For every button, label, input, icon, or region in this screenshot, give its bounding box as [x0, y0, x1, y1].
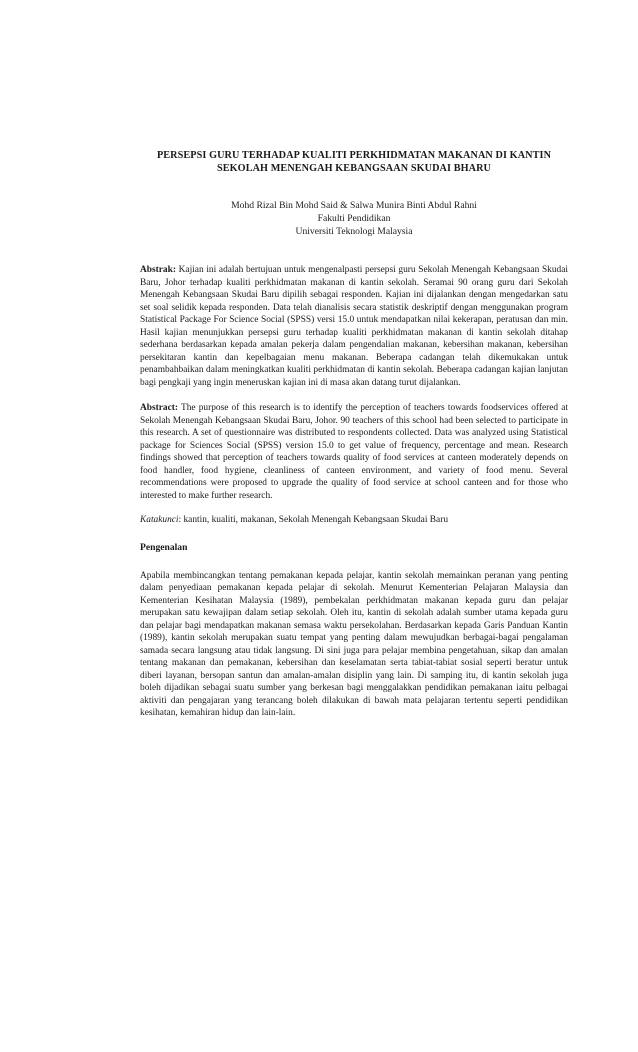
- author-university: Universiti Teknologi Malaysia: [295, 226, 413, 237]
- abstract-malay: [140, 264, 568, 389]
- abstract-malay-label: Abstrak:: [140, 265, 176, 275]
- section-heading: Pengenalan: [140, 541, 188, 553]
- abstract-english-label: Abstract:: [140, 403, 179, 413]
- author-names: Mohd Rizal Bin Mohd Said & Salwa Munira Binti Abdul Rahni: [231, 200, 477, 211]
- author-block: [140, 199, 568, 238]
- paper-title: [140, 149, 568, 175]
- keywords-text: : kantin, kualiti, makanan, Sekolah Menengah Kebangsaan Skudai Baru: [178, 515, 449, 525]
- document-page: [0, 149, 638, 1052]
- abstract-english-text: The purpose of this research is to identify the perception of teachers towards foodservices offered at Sekolah Menengah Kebangsaan Skudai Baru, Johor. 90 teachers of this school had been selected to participate in this research. A set of questionnaire was distributed to respondents collected. Data was analyzed using Statistical package for Sciences Social (SPSS) version 15.0 to get value of frequency, percentage and mean. Research findings showed that perception of teachers towards quality of food services at canteen moderately depends on food handler, food hygiene, cleanliness of canteen environment, and variety of food menu. Several recommendations were proposed to upgrade the quality of food service at school canteen and for those who interested to make further research.: [140, 403, 568, 501]
- title-line-2: SEKOLAH MENENGAH KEBANGSAAN SKUDAI BHARU: [216, 163, 491, 174]
- author-faculty: Fakulti Pendidikan: [317, 213, 391, 224]
- title-line-1: PERSEPSI GURU TERHADAP KUALITI PERKHIDMATAN MAKANAN DI KANTIN: [156, 150, 552, 161]
- section-body: Apabila membincangkan tentang pemakanan kepada pelajar, kantin sekolah memainkan peranan yang penting dalam penyediaan pemakanan kepada pelajar di sekolah. Menurut Kementerian Pelajaran Malaysia dan Kementerian Kesihatan Malaysia (1989), pembekalan perkhidmatan makanan kepada guru dan pelajar merupakan satu kewajipan dalam setiap sekolah. Oleh itu, kantin di sekolah adalah sumber utama kepada guru dan pelajar bagi mendapatkan makanan semasa waktu persekolahan. Berdasarkan kepada Garis Panduan Kantin (1989), kantin sekolah merupakan suatu tempat yang penting dalam mewujudkan berbagai-bagai pengalaman samada secara langsung atau tidak langsung. Di sini juga para pelajar membina pengetahuan, sikap dan amalan tentang makanan dan pemakanan, kebersihan dan keselamatan serta tabiat-tabiat sosial seperti beratur untuk diberi layanan, bersopan santun dan amalan-amalan disiplin yang lain. Di samping itu, di kantin sekolah juga boleh dijadikan sebagai suatu sumber yang berkesan bagi menggalakkan pendidikan pemakanan iaitu pelbagai aktiviti dan pengajaran yang terancang boleh dilakukan di bawah mata pelajaran tertentu seperti pendidikan kesihatan, kemahiran hidup dan lain-lain.: [140, 570, 568, 718]
- keywords: [140, 514, 568, 527]
- abstract-malay-text: Kajian ini adalah bertujuan untuk mengenalpasti persepsi guru Sekolah Menengah Kebangsaan Skudai Baru, Johor terhadap kualiti perkhidmatan makanan di kantin sekolah. Seramai 90 orang guru dari Sekolah Menengah Kebangsaan Skudai Baru dipilih sebagai responden. Kajian ini dijalankan dengan mengedarkan satu set soal selidik kepada responden. Data telah dianalisis secara statistik deskriptif dengan menggunakan program Statistical Package For Science Social (SPSS) versi 15.0 untuk mendapatkan nilai kekerapan, peratusan dan min. Hasil kajian menunjukkan persepsi guru terhadap kualiti perkhidmatan makanan di kantin sekolah ditahap sederhana berdasarkan kepada amalan pekerja dalam pengendalian makanan, kebersihan makanan, kebersihan persekitaran kantin dan kepelbagaian menu makanan. Beberapa cadangan telah dikemukakan untuk penambahbaikan dalam meningkatkan kualiti perkhidmatan di kantin sekolah. Beberapa cadangan kajian lanjutan bagi pengkaji yang ingin meneruskan kajian ini di masa akan datang turut dijalankan.: [140, 265, 568, 388]
- abstract-english: [140, 402, 568, 502]
- keywords-label: Katakunci: [140, 515, 179, 525]
